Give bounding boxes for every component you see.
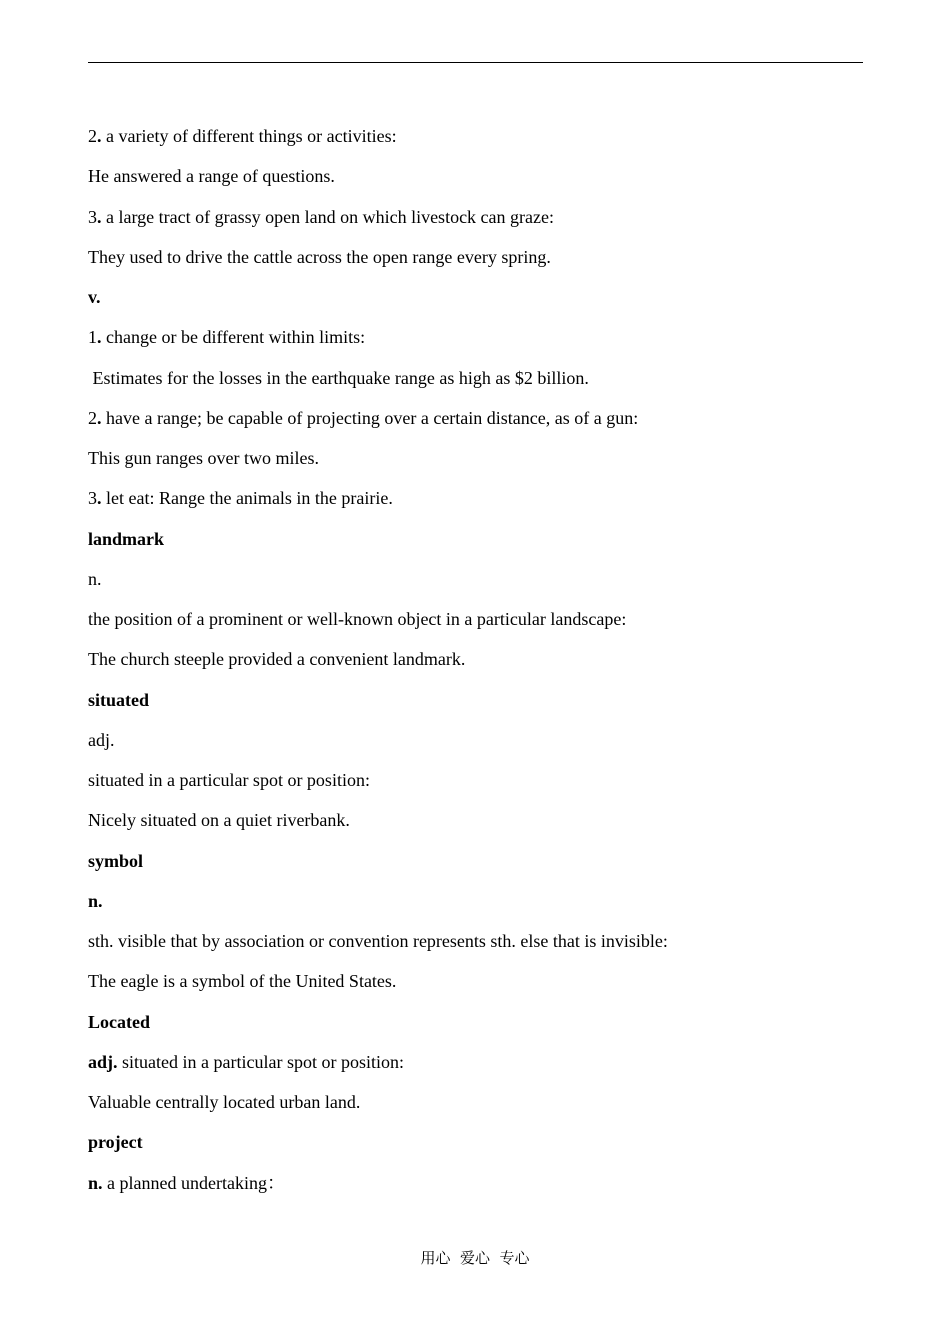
part-of-speech: adj.	[88, 729, 115, 750]
example-sentence: This gun ranges over two miles.	[88, 448, 319, 468]
definition: adj. situated in a particular spot or position:	[88, 1051, 404, 1072]
text-line: 2. a variety of different things or activities:	[88, 126, 397, 146]
headword: Located	[88, 1011, 150, 1032]
example-sentence: The eagle is a symbol of the United States.	[88, 971, 397, 992]
part-of-speech: n.	[88, 890, 103, 911]
part-of-speech: n.	[88, 568, 102, 589]
example-sentence: Estimates for the losses in the earthquake range as high as $2 billion.	[88, 367, 589, 388]
text-line: 3. a large tract of grassy open land on which livestock can graze:	[88, 206, 554, 227]
example-sentence: He answered a range of questions.	[88, 166, 335, 187]
page-footer: 用心 爱心 专心	[420, 1249, 530, 1267]
text-line: 1. change or be different within limits:	[88, 327, 366, 348]
dictionary-entries	[88, 126, 863, 1213]
example-sentence: They used to drive the cattle across the open range every spring.	[88, 246, 551, 267]
headword: situated	[88, 689, 150, 710]
example-sentence: Valuable centrally located urban land.	[88, 1092, 361, 1112]
text-line: 3. let eat: Range the animals in the prairie.	[88, 488, 393, 509]
definition: situated in a particular spot or position:	[88, 770, 370, 790]
headword: project	[88, 1132, 143, 1153]
definition: n. a planned undertaking：	[88, 1172, 285, 1193]
definition: sth. visible that by association or convention represents sth. else that is invisible:	[88, 931, 668, 951]
text-line: 2. have a range; be capable of projecting over a certain distance, as of a gun:	[88, 407, 639, 428]
part-of-speech: v.	[88, 287, 101, 307]
example-sentence: The church steeple provided a convenient landmark.	[88, 649, 466, 670]
example-sentence: Nicely situated on a quiet riverbank.	[88, 810, 350, 831]
definition: the position of a prominent or well-known object in a particular landscape:	[88, 609, 627, 629]
headword: symbol	[88, 850, 144, 871]
header-rule	[88, 62, 863, 63]
headword: landmark	[88, 528, 165, 549]
